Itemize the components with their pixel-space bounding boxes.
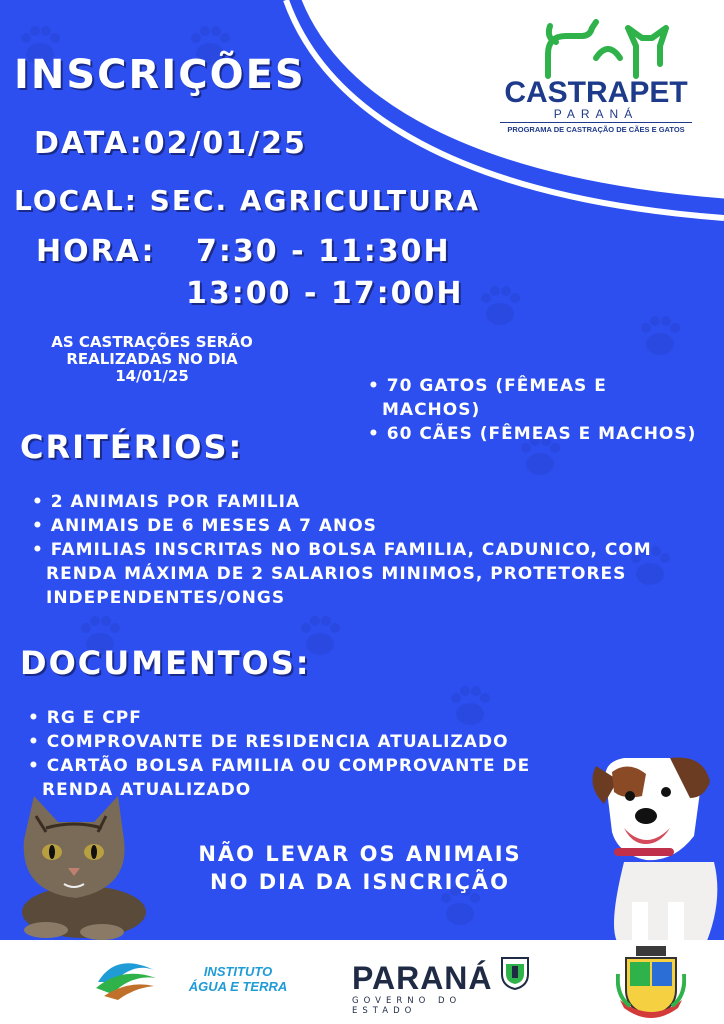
- event-date: DATA:02/01/25: [34, 126, 307, 161]
- instituto-name: [178, 964, 298, 994]
- dog-cat-logo-icon: [496, 18, 696, 80]
- castrapet-divider: [500, 122, 692, 123]
- parana-shield-icon: [500, 954, 530, 990]
- instituto-line: ÁGUA E TERRA: [188, 979, 288, 994]
- municipal-coat-of-arms-icon: [616, 944, 686, 1022]
- castrapet-state: PARANÁ: [553, 107, 639, 121]
- castration-note: [30, 334, 274, 385]
- documents-list: [28, 706, 608, 802]
- list-item: • ANIMAIS DE 6 MESES A 7 ANOS: [32, 514, 652, 538]
- event-location: LOCAL: SEC. AGRICULTURA: [14, 184, 481, 217]
- list-item: • RG E CPF: [28, 706, 608, 730]
- criteria-heading: CRITÉRIOS:: [20, 428, 244, 466]
- list-item: • 70 GATOS (FÊMEAS E MACHOS): [368, 374, 708, 422]
- list-item: • FAMILIAS INSCRITAS NO BOLSA FAMILIA, CADUNICO, COM RENDA MÁXIMA DE 2 SALARIOS MINIMOS, PROTETORES INDEPENDENTES/ONGS: [32, 538, 652, 610]
- list-item: • 2 ANIMAIS POR FAMILIA: [32, 490, 652, 514]
- castration-note-date: 14/01/25: [115, 367, 189, 385]
- castration-note-line: AS CASTRAÇÕES SERÃO: [51, 333, 253, 351]
- castration-note-line: REALIZADAS NO DIA: [66, 350, 238, 368]
- castrapet-tagline: PROGRAMA DE CASTRAÇÃO DE CÃES E GATOS: [507, 125, 685, 134]
- list-item: • 60 CÃES (FÊMEAS E MACHOS): [368, 422, 708, 446]
- page-title: INSCRIÇÕES: [14, 52, 306, 98]
- instituto-logo-icon: [94, 952, 158, 1000]
- footer-bar: [0, 940, 724, 1024]
- warning-message: [170, 840, 550, 896]
- criteria-list: [32, 490, 652, 610]
- list-item: • COMPROVANTE DE RESIDENCIA ATUALIZADO: [28, 730, 608, 754]
- warning-line: NO DIA DA ISNCRIÇÃO: [210, 870, 510, 894]
- parana-subtitle: GOVERNO DO ESTADO: [352, 996, 462, 1016]
- hours-afternoon: 13:00 - 17:00H: [186, 276, 464, 311]
- parana-wordmark: PARANÁ: [352, 960, 493, 996]
- hours-label: HORA:: [36, 234, 156, 269]
- warning-line: NÃO LEVAR OS ANIMAIS: [198, 842, 522, 866]
- cat-image: [6, 792, 156, 942]
- castrapet-logo: [496, 18, 696, 138]
- dog-image: [584, 752, 724, 952]
- castrapet-name: CASTRAPET: [504, 76, 688, 109]
- hours-morning: 7:30 - 11:30H: [196, 234, 451, 269]
- documents-heading: DOCUMENTOS:: [20, 644, 311, 682]
- list-item: • CARTÃO BOLSA FAMILIA OU COMPROVANTE DE RENDA ATUALIZADO: [28, 754, 608, 802]
- instituto-line: INSTITUTO: [203, 964, 273, 979]
- castration-quota-list: [368, 374, 708, 446]
